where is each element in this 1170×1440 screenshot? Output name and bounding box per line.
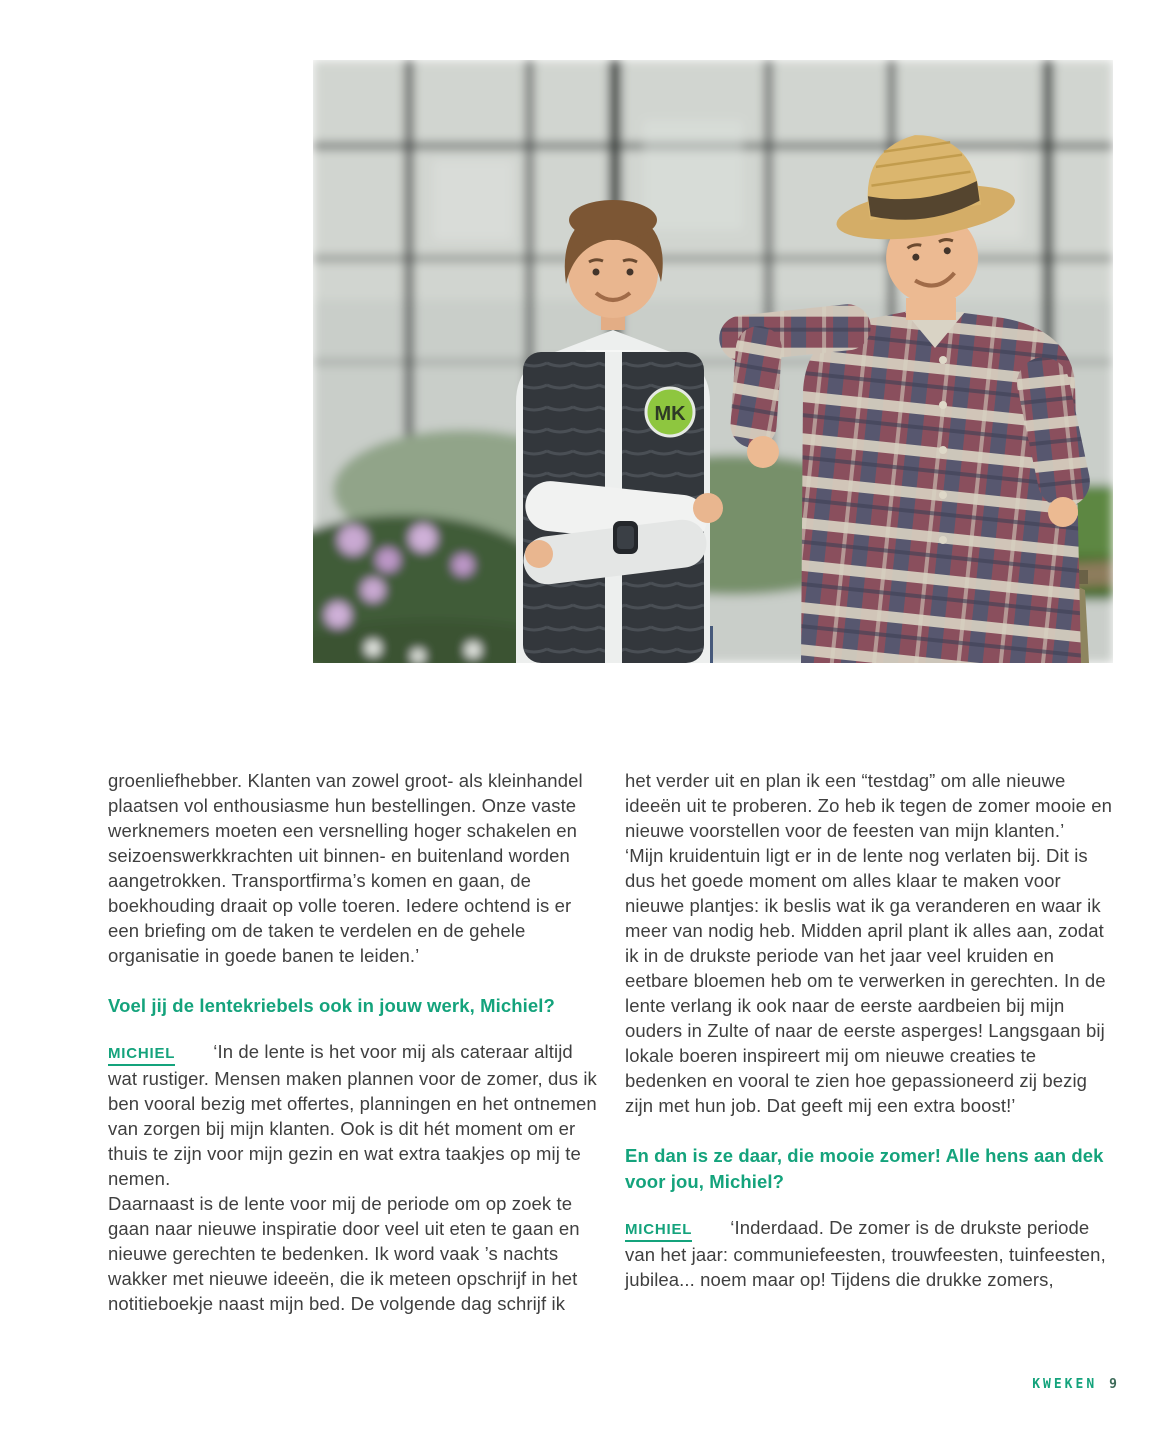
paragraph-text: ‘In de lente is het voor mij als cateraar altijd wat rustiger. Mensen maken plannen voor de zomer, dus ik ben vooral bezig met offertes, planningen en het ontnemen van zorgen bij mijn klanten. Ook is dit hét moment om er thuis te zijn voor mijn gezin en wat extra taakjes op mij te nemen.	[108, 1041, 597, 1189]
speaker-label: MICHIEL	[625, 1221, 692, 1242]
magazine-section-label: KWEKEN	[1032, 1377, 1098, 1392]
article-left-column	[108, 768, 602, 1316]
photo-illustration	[313, 60, 1113, 663]
article-photo	[313, 60, 1113, 663]
paragraph: Daarnaast is de lente voor mij de periode om op zoek te gaan naar nieuwe inspiratie door veel uit eten te gaan en nieuwe gerechten te bedenken. Ik word vaak ’s nachts wakker met nieuwe ideeën, die ik meteen opschrijf in het notitieboekje naast mijn bed. De volgende dag schrijf ik	[108, 1193, 580, 1314]
section-heading: En dan is ze daar, die mooie zomer! Alle hens aan dek voor jou, Michiel?	[625, 1145, 1104, 1192]
mk-logo-text: MK	[654, 403, 686, 425]
section-heading: Voel jij de lentekriebels ook in jouw werk, Michiel?	[108, 995, 555, 1016]
paragraph	[625, 1215, 1115, 1292]
paragraph	[108, 1039, 602, 1191]
page-number: 9	[1109, 1377, 1120, 1392]
speaker-label: MICHIEL	[108, 1045, 175, 1066]
paragraph: groenliefhebber. Klanten van zowel groot- als kleinhandel plaatsen vol enthousiasme hun bestellingen. Onze vaste werknemers moeten een versnelling hoger schakelen en seizoenswerkkrachten uit binnen- en buitenland worden aangetrokken. Transportfirma’s komen en gaan, de boekhouding draait op volle toeren. Iedere ochtend is er een briefing om de taken te verdelen en de gehele organisatie in goede banen te leiden.’	[108, 770, 583, 966]
paragraph: ‘Mijn kruidentuin ligt er in de lente nog verlaten bij. Dit is dus het goede moment om alles klaar te maken voor nieuwe plantjes: ik beslis wat ik ga veranderen en waar ik meer van nodig heb. Midden april plant ik alles aan, zodat ik in de drukste periode van het jaar veel kruiden en eetbare bloemen heb om te verwerken in gerechten. In de lente verlang ik ook naar de eerste aardbeien bij mijn ouders in Zulte of naar de eerste asperges! Langsgaan bij lokale boeren inspireert mij om nieuwe creaties te bedenken en vooral te zien hoe gepassioneerd zij bezig zijn met hun job. Dat geeft mij een extra boost!’	[625, 845, 1106, 1116]
paragraph-text: ‘Inderdaad. De zomer is de drukste periode van het jaar: communiefeesten, trouwfeesten, tuinfeesten, jubilea... noem maar op! Tijdens die drukke zomers,	[625, 1217, 1106, 1290]
article-right-column	[625, 768, 1115, 1292]
paragraph: het verder uit en plan ik een “testdag” om alle nieuwe ideeën uit te proberen. Zo heb ik tegen de zomer mooie en nieuwe voorstellen voor de feesten van mijn klanten.’	[625, 770, 1113, 841]
page-footer	[0, 1377, 1120, 1392]
